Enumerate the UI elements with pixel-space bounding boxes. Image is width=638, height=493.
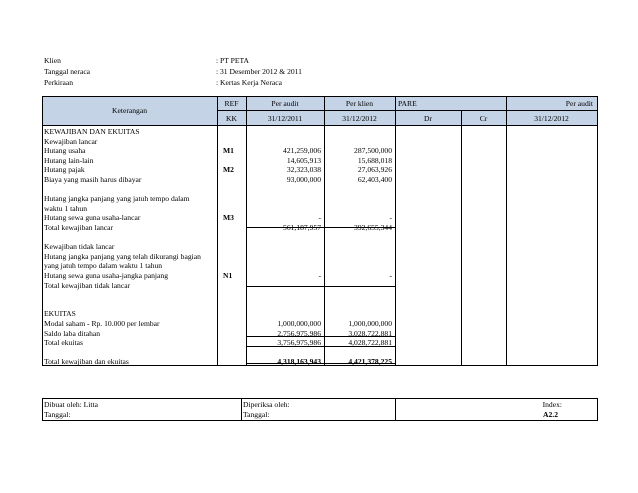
- row-ref: M3: [223, 213, 234, 223]
- row-ref: M2: [223, 165, 234, 175]
- row-value-2012: 15,688,018: [357, 155, 392, 165]
- dibuat-oleh: Dibuat oleh: Litta: [44, 400, 98, 409]
- col-ref: REF: [224, 99, 239, 108]
- row-description: Biaya yang masih harus dibayar: [44, 175, 142, 184]
- row-ref: N1: [223, 271, 233, 280]
- row-value-2011: -: [318, 213, 321, 223]
- tanggal-neraca-value: : 31 Desember 2012 & 2011: [216, 67, 302, 76]
- row-value-2012: 4,421,378,225: [348, 357, 392, 367]
- row-value-2012: 3,028,722,881: [348, 328, 392, 338]
- row-value-2012: 62,403,400: [357, 175, 392, 184]
- col-keterangan: Keterangan: [112, 106, 147, 115]
- col-date-2011: 31/12/2011: [267, 114, 303, 123]
- row-value-2011: 93,000,000: [286, 175, 321, 184]
- col-cr: Cr: [479, 114, 488, 123]
- row-description: Total ekuitas: [44, 338, 83, 348]
- klien-value: : PT PETA: [216, 56, 250, 65]
- row-value-2012: 4,028,722,881: [348, 338, 392, 348]
- row-value-2012: 27,063,926: [357, 165, 392, 175]
- col-per-audit-2011: Per audit: [271, 99, 299, 108]
- row-value-2011: 2,756,975,986: [277, 328, 321, 338]
- row-description: Hutang sewa guna usaha-jangka panjang: [44, 271, 168, 280]
- row-description: Total kewajiban dan ekuitas: [44, 357, 129, 367]
- row-value-2011: -: [318, 280, 321, 290]
- row-value-2011: 32,323,038: [286, 165, 321, 175]
- col-date-2012-klien: 31/12/2012: [342, 114, 377, 123]
- row-description: Modal saham - Rp. 10.000 per lembar: [44, 319, 160, 328]
- row-value-2011: 14,605,913: [286, 155, 321, 165]
- row-value-2011: 421,259,006: [283, 146, 321, 156]
- row-value-2012: -: [389, 213, 392, 223]
- row-description: Kewajiban tidak lancar: [44, 242, 115, 252]
- tanggal-dibuat: Tanggal:: [44, 410, 71, 419]
- row-description: Kewajiban lancar: [44, 136, 98, 146]
- tanggal-diperiksa: Tanggal:: [243, 410, 270, 419]
- col-per-audit-2012: Per audit: [565, 99, 593, 108]
- row-description: KEWAJIBAN DAN EKUITAS: [44, 127, 140, 136]
- row-description: yang jatuh tempo dalam waktu 1 tahun: [44, 261, 163, 271]
- row-value-2011: 4,318,163,943: [277, 357, 321, 367]
- col-dr: Dr: [423, 114, 432, 123]
- row-value-2012: 1,000,000,000: [348, 319, 392, 328]
- row-description: Total kewajiban lancar: [44, 223, 114, 232]
- row-value-2011: 1,000,000,000: [277, 319, 321, 328]
- row-value-2011: 3,756,975,986: [277, 338, 321, 348]
- row-description: Hutang jangka panjang yang jatuh tempo dalam: [44, 194, 190, 204]
- row-description: Hutang pajak: [44, 165, 85, 175]
- index-label: Index:: [542, 400, 562, 409]
- row-value-2012: -: [389, 271, 392, 280]
- tanggal-neraca-label: Tanggal neraca: [44, 67, 91, 76]
- perkiraan-value: : Kertas Kerja Neraca: [216, 78, 282, 87]
- row-ref: M1: [223, 146, 234, 156]
- row-description: EKUITAS: [44, 309, 76, 319]
- col-date-2012-audit: 31/12/2012: [534, 114, 569, 123]
- klien-label: Klien: [44, 56, 61, 65]
- row-description: waktu 1 tahun: [44, 203, 88, 213]
- row-value-2011: -: [318, 271, 321, 280]
- row-description: Hutang sewa guna usaha-lancar: [44, 213, 141, 223]
- col-per-klien: Per klien: [345, 99, 374, 108]
- row-value-2012: 392,655,344: [354, 223, 392, 232]
- row-description: Hutang jangka panjang yang telah dikurangi bagian: [44, 251, 201, 261]
- row-value-2012: -: [389, 280, 392, 290]
- row-description: Saldo laba ditahan: [44, 328, 101, 338]
- row-description: Hutang lain-lain: [44, 155, 94, 165]
- col-pare: PARE: [398, 99, 417, 108]
- index-value: A2.2: [543, 410, 558, 419]
- col-kk: KK: [226, 114, 237, 123]
- row-value-2011: 561,187,957: [283, 223, 321, 232]
- perkiraan-label: Perkiraan: [44, 78, 74, 87]
- row-value-2012: 287,500,000: [354, 146, 392, 156]
- row-description: Hutang usaha: [44, 146, 86, 156]
- diperiksa-oleh: Diperiksa oleh:: [243, 400, 290, 409]
- row-description: Total kewajiban tidak lancar: [44, 280, 131, 290]
